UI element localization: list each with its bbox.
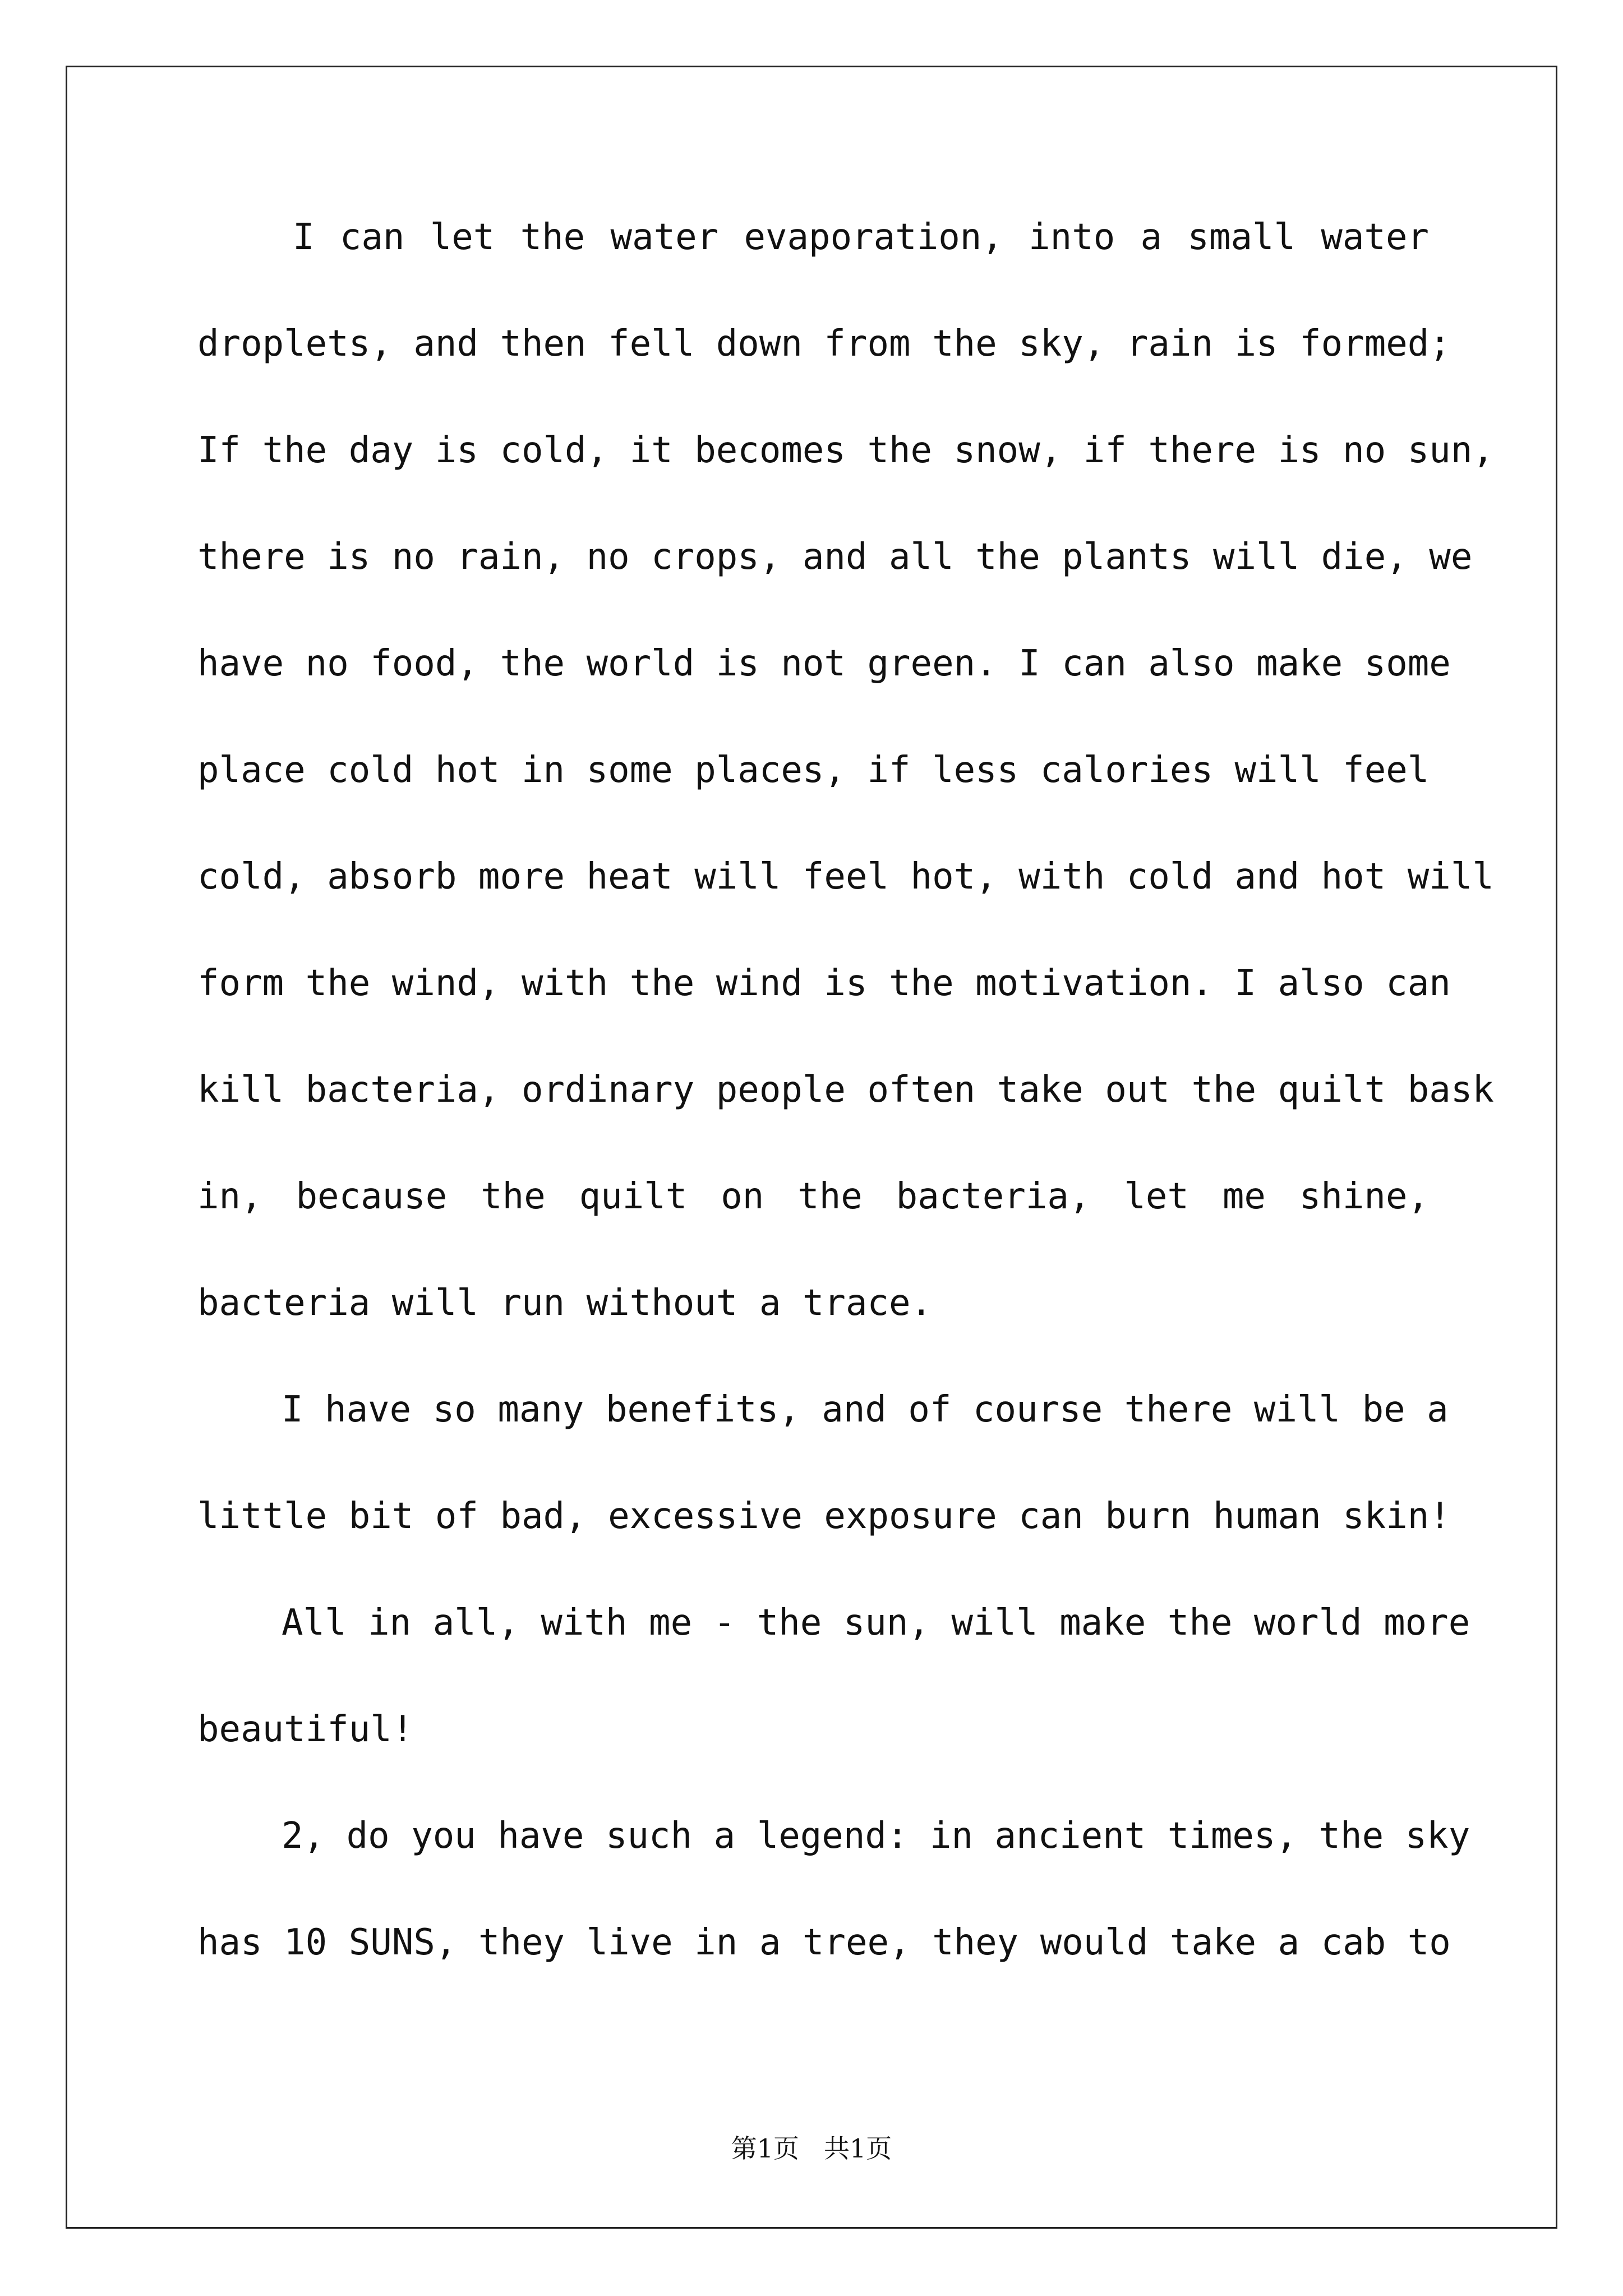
page-number: 第1页	[731, 2133, 799, 2164]
text-line: kill bacteria, ordinary people often take out the quilt bask	[197, 1069, 1494, 1111]
text-line: If the day is cold, it becomes the snow, if there is no sun,	[197, 430, 1494, 471]
text-line: there is no rain, no crops, and all the plants will die, we	[197, 536, 1473, 578]
text-line: bacteria will run without a trace.	[197, 1282, 933, 1324]
text-line: in, because the quilt on the bacteria, let me shine,	[197, 1176, 1429, 1217]
text-line: I can let the water evaporation, into a small water	[293, 217, 1429, 258]
page-footer	[0, 2132, 1623, 2165]
text-line: little bit of bad, excessive exposure can burn human skin!	[197, 1496, 1451, 1537]
text-line: All in all, with me - the sun, will make the world more	[282, 1602, 1470, 1644]
page-border	[66, 66, 1557, 2229]
text-line: form the wind, with the wind is the motivation. I also can	[197, 963, 1451, 1004]
text-line: I have so many benefits, and of course there will be a	[282, 1389, 1449, 1430]
text-line: place cold hot in some places, if less calories will feel	[197, 749, 1430, 791]
page-count: 共1页	[824, 2133, 892, 2164]
text-line: cold, absorb more heat will feel hot, with cold and hot will	[197, 856, 1494, 898]
text-line: beautiful!	[197, 1709, 414, 1750]
text-line: 2, do you have such a legend: in ancient times, the sky	[282, 1815, 1470, 1857]
text-line: droplets, and then fell down from the sky, rain is formed;	[197, 323, 1451, 365]
text-line: has 10 SUNS, they live in a tree, they would take a cab to	[197, 1922, 1451, 1963]
text-line: have no food, the world is not green. I can also make some	[197, 643, 1451, 684]
